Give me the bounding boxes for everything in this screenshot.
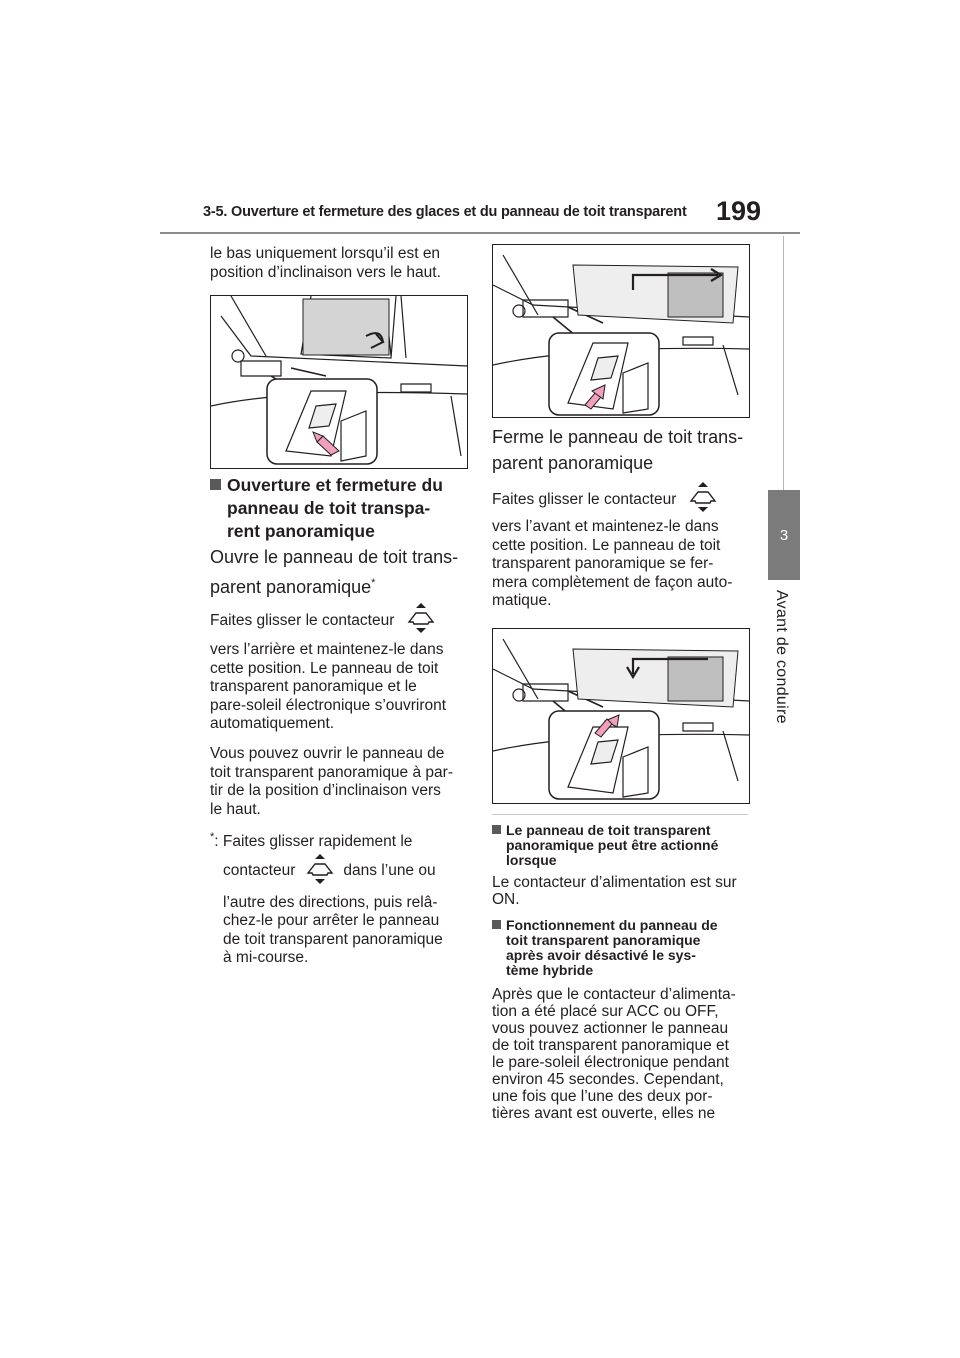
heading-bullet: [210, 479, 221, 490]
open-note: Vous pouvez ouvrir le panneau de toit transparent panoramique à par- tir de la position d’inclinaison vers le haut.: [210, 745, 453, 818]
figure-tilt-switch: [210, 295, 468, 469]
intro-text: le bas uniquement lorsqu’il est en position d’inclinaison vers le haut.: [210, 245, 441, 281]
close-step-title: Ferme le panneau de toit trans- parent panoramique: [492, 427, 744, 473]
info-bullet: [492, 920, 501, 929]
section-heading: Ouverture et fermeture du panneau de toit transpa- rent panoramique: [210, 474, 470, 543]
info1-body: Le contacteur d’alimentation est sur ON.: [492, 874, 737, 908]
sunroof-switch-icon: [406, 602, 436, 640]
info-separator: [492, 814, 748, 815]
info1-heading: Le panneau de toit transparent panoramique peut être actionné lorsque: [492, 823, 754, 868]
info-bullet: [492, 825, 501, 834]
info2-body: Après que le contacteur d’alimenta- tion a été placé sur ACC ou OFF, vous pouvez actionner le panneau de toit transparent panoramique et le pare-soleil électronique pendant environ 45 secondes. Cependant, une fois que l’une des deux por- tières avant est ouverte, elles ne: [492, 986, 736, 1122]
sunroof-switch-icon: [305, 853, 335, 891]
chapter-title: Avant de conduire: [773, 590, 790, 724]
close-step-text: Faites glisser le contacteur vers l’avant et maintenez-le dans cette position. Le panneau de toit transparent panoramique se fer- mera complètement de façon auto- matique.: [492, 482, 752, 611]
footnote: *: Faites glisser rapidement le contacteur dans l’une ou l’autre des directions, puis relâ- chez-le pour arrêter le panneau de toit transparent panoramique à mi-course.: [210, 831, 443, 967]
roof-illustration-3: [493, 629, 749, 803]
figure-close-switch: [492, 244, 750, 418]
side-line: [783, 236, 784, 490]
open-step-title: Ouvre le panneau de toit trans- parent panoramique*: [210, 547, 459, 597]
chapter-number: 3: [779, 526, 789, 544]
page-number: 199: [716, 196, 762, 226]
open-step-text: Faites glisser le contacteur vers l’arrière et maintenez-le dans cette position. Le panneau de toit transparent panoramique et le pare-soleil électronique s’ouvriront automatiquement.: [210, 605, 470, 734]
info2-heading: Fonctionnement du panneau de toit transparent panoramique après avoir désactivé le sys- tème hybride: [492, 918, 754, 978]
sunroof-switch-icon: [688, 481, 718, 519]
roof-illustration-1: [211, 296, 467, 468]
figure-close-auto: [492, 628, 750, 804]
section-title: 3-5. Ouverture et fermeture des glaces et du panneau de toit transparent: [203, 204, 687, 220]
roof-illustration-2: [493, 245, 749, 417]
header-rule: [160, 232, 800, 234]
